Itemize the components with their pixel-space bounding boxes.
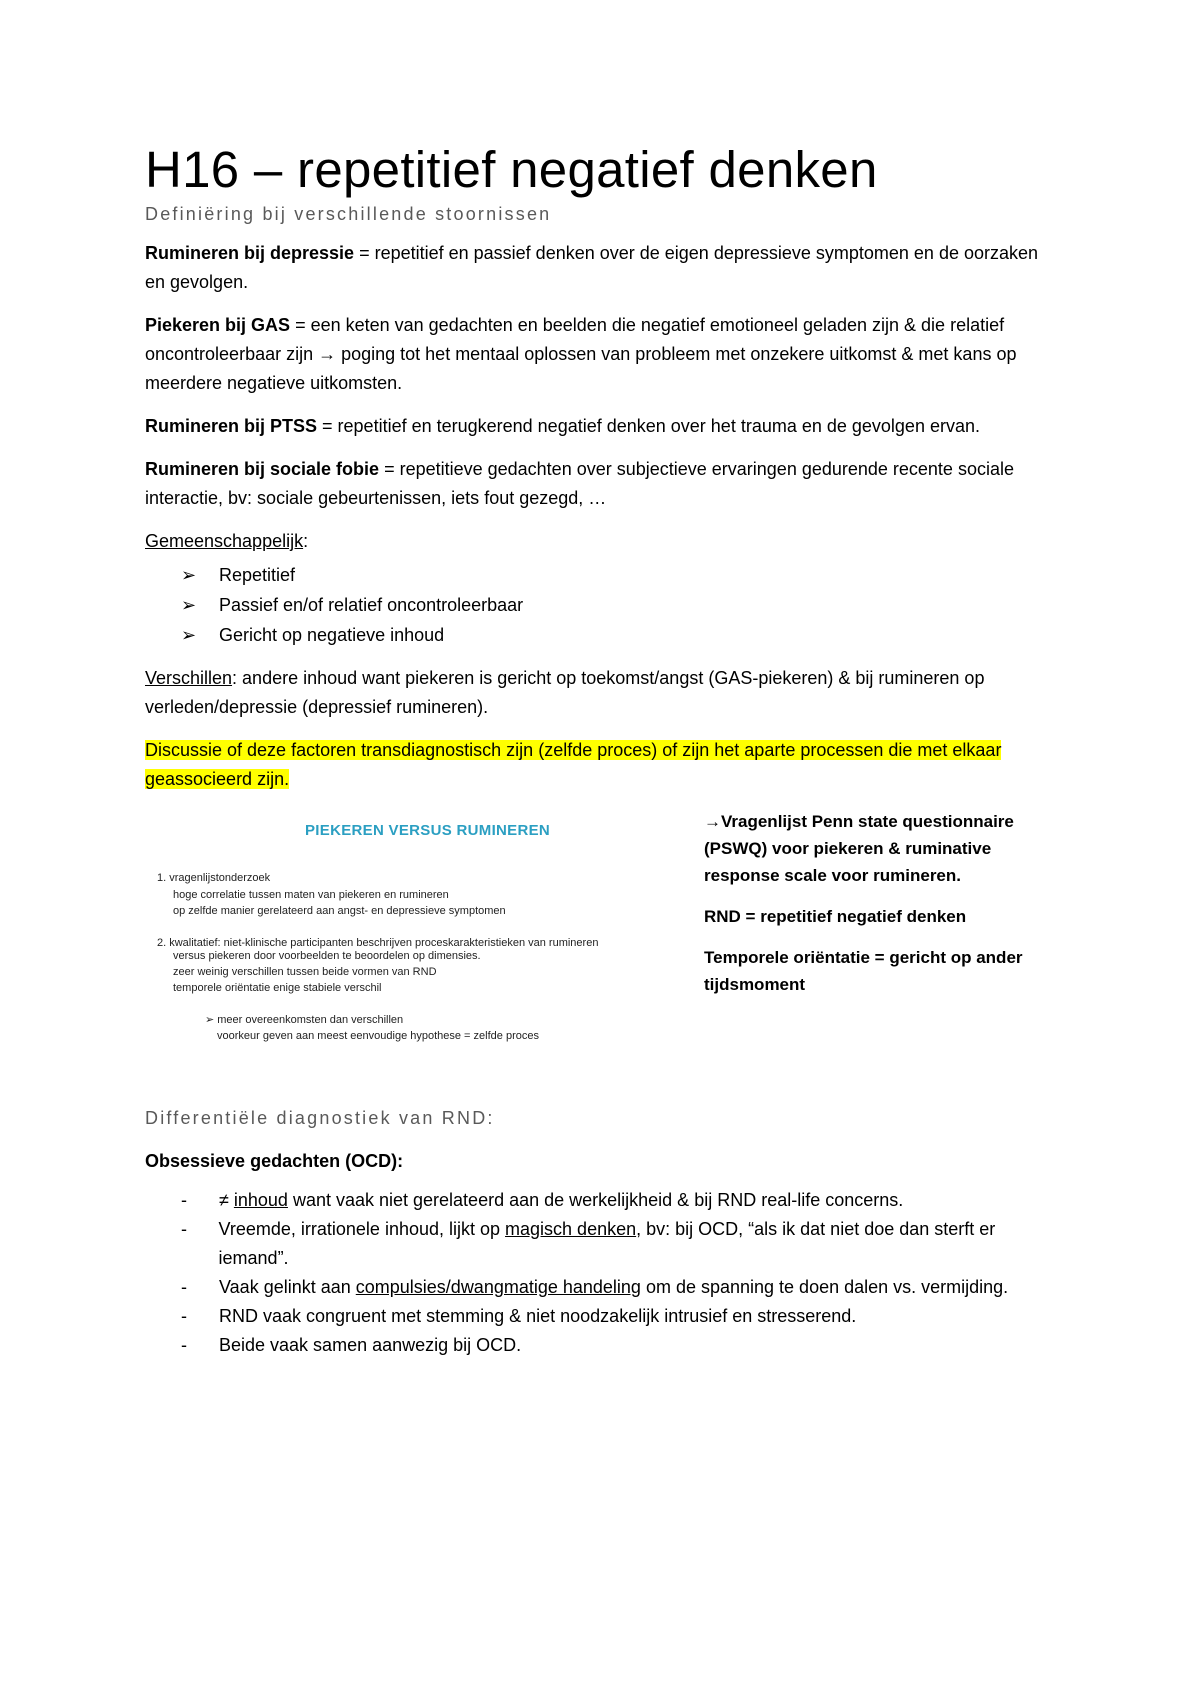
common-colon: :: [303, 531, 309, 551]
side-notes: [704, 808, 1060, 1078]
text-run: Vreemde, irrationele inhoud, lijkt op: [218, 1219, 506, 1239]
definition-gas: [145, 311, 1060, 398]
list-item: [145, 590, 1060, 620]
ocd-heading: Obsessieve gedachten (OCD):: [145, 1151, 404, 1171]
definition-term: Rumineren bij sociale fobie: [145, 459, 380, 479]
text-run: , bv: bij OCD, “als ik dat niet doe dan sterft er iemand”.: [218, 1219, 996, 1268]
list-item-text: Beide vaak samen aanwezig bij OCD.: [219, 1335, 522, 1355]
slide-line: temporele oriëntatie enige stabiele verschil: [173, 982, 382, 994]
slide-line: voorkeur geven aan meest eenvoudige hypothese = zelfde proces: [217, 1030, 539, 1042]
list-item: [145, 1302, 1060, 1331]
highlight-paragraph: [145, 736, 1060, 794]
document-page: [145, 140, 1060, 1360]
definition-term: Rumineren bij PTSS: [145, 416, 318, 436]
list-item-text: RND vaak congruent met stemming & niet noodzakelijk intrusief en stresserend.: [219, 1306, 857, 1326]
ocd-list: [145, 1186, 1060, 1360]
list-item-text: [219, 1215, 1060, 1273]
definition-term: Piekeren bij GAS: [145, 315, 291, 335]
common-label: Gemeenschappelijk: [145, 531, 304, 551]
definition-text: = repetitief en terugkerend negatief denken over het trauma en de gevolgen ervan.: [317, 416, 980, 436]
side-note: Temporele oriëntatie = gericht op ander tijdsmoment: [704, 948, 1023, 994]
arrow-bullet-icon: ➢: [181, 565, 197, 585]
list-item-text: Gericht op negatieve inhoud: [219, 625, 445, 645]
slide-title: PIEKEREN VERSUS RUMINEREN: [305, 822, 551, 839]
common-heading: [145, 527, 1060, 556]
differences-label: Verschillen: [145, 668, 233, 688]
list-item: [145, 620, 1060, 650]
arrow-bullet-icon: ➢: [181, 625, 197, 645]
list-item: [145, 1186, 1060, 1215]
highlighted-text: Discussie of deze factoren transdiagnostisch zijn (zelfde proces) of zijn het aparte processen die met elkaar geassocieerd zijn.: [145, 740, 1002, 789]
slide-image: [145, 808, 679, 1078]
underlined-text: compulsies/dwangmatige handeling: [355, 1277, 641, 1297]
text-run: Vaak gelinkt aan: [219, 1277, 356, 1297]
slide-line: hoge correlatie tussen maten van piekeren en rumineren: [173, 889, 449, 901]
section-subtitle-2: Differentiële diagnostiek van RND:: [145, 1108, 495, 1128]
definition-ptss: [145, 412, 1060, 441]
definition-sociale-fobie: [145, 455, 1060, 513]
side-note: →Vragenlijst Penn state questionnaire (PSWQ) voor piekeren & ruminative response scale voor rumineren.: [704, 812, 1014, 885]
definition-text: = repetitief en passief denken over de eigen depressieve symptomen en de oorzaken en gevolgen.: [145, 243, 1039, 292]
list-item-text: [219, 1186, 903, 1215]
section-subtitle: Definiëring bij verschillende stoornissen: [145, 204, 552, 224]
differences-text: : andere inhoud want piekeren is gericht op toekomst/angst (GAS-piekeren) & bij rumineren op verleden/depressie (depressief rumineren).: [145, 668, 985, 717]
list-item-text: [219, 1273, 1008, 1302]
differences-paragraph: [145, 664, 1060, 722]
slide-line: versus piekeren door voorbeelden te beoordelen op dimensies.: [173, 950, 481, 962]
dash-bullet-icon: -: [181, 1277, 187, 1297]
slide-line: op zelfde manier gerelateerd aan angst- en depressieve symptomen: [173, 905, 506, 917]
slide-line: 1. vragenlijstonderzoek: [157, 872, 271, 884]
dash-bullet-icon: -: [181, 1306, 187, 1326]
list-item: [145, 560, 1060, 590]
common-list: [145, 560, 1060, 650]
side-note: RND = repetitief negatief denken: [704, 907, 967, 926]
definition-depressie: [145, 239, 1060, 297]
list-item: [145, 1215, 1060, 1273]
text-run: want vaak niet gerelateerd aan de werkelijkheid & bij RND real-life concerns.: [287, 1190, 904, 1210]
list-item: [145, 1331, 1060, 1360]
definition-text: = een keten van gedachten en beelden die negatief emotioneel geladen zijn & die relatief oncontroleerbaar zijn → poging tot het mentaal oplossen van probleem met onzekere uitkomst & met kans op meerdere negatieve uitkomsten.: [145, 315, 1017, 393]
dash-bullet-icon: -: [181, 1335, 187, 1355]
definition-text: = repetitieve gedachten over subjectieve ervaringen gedurende recente sociale interactie, bv: sociale gebeurtenissen, iets fout gezegd, …: [145, 459, 1014, 508]
page-title: H16 – repetitief negatief denken: [145, 141, 878, 198]
text-run: ≠: [219, 1190, 234, 1210]
slide-line: zeer weinig verschillen tussen beide vormen van RND: [173, 966, 437, 978]
underlined-text: inhoud: [233, 1190, 288, 1210]
slide-line: 2. kwalitatief: niet-klinische participanten beschrijven proceskarakteristieken van rumineren: [157, 937, 599, 949]
list-item: [145, 1273, 1060, 1302]
dash-bullet-icon: -: [181, 1190, 187, 1210]
list-item-text: Passief en/of relatief oncontroleerbaar: [219, 595, 524, 615]
text-run: om de spanning te doen dalen vs. vermijding.: [640, 1277, 1009, 1297]
arrow-bullet-icon: ➢: [181, 595, 197, 615]
dash-bullet-icon: -: [181, 1219, 187, 1239]
underlined-text: magisch denken: [505, 1219, 637, 1239]
definition-term: Rumineren bij depressie: [145, 243, 355, 263]
list-item-text: Repetitief: [219, 565, 296, 585]
figure-row: [145, 808, 1060, 1078]
slide-line: ➢ meer overeenkomsten dan verschillen: [205, 1014, 404, 1026]
